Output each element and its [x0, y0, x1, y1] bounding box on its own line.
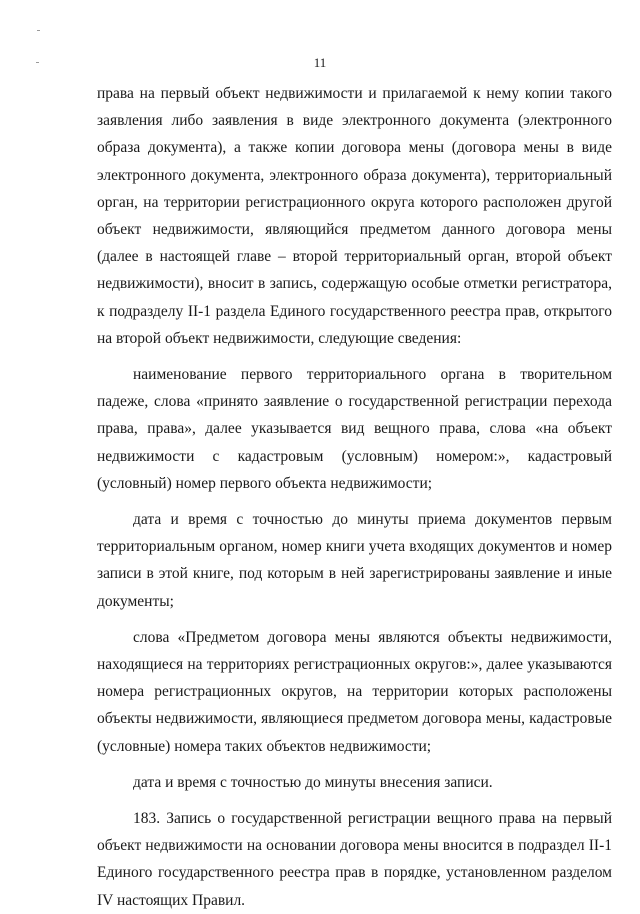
paragraph-list-item: наименование первого территориального органа в творительном падеже, слова «принято заявление о государственной регистрации перехода права, права», далее указывается вид вещного права, слова «на объект недвижимости с кадастровым (условным) номером:», кадастровый (условный) номер первого объекта недвижимости;: [97, 366, 612, 492]
document-body: [97, 80, 612, 914]
page-number: 11: [313, 55, 327, 70]
paragraph-clause-183: 183. Запись о государственной регистрации вещного права на первый объект недвижимости на основании договора мены вносится в подраздел II-1 Единого государственного реестра прав в порядке, установленном разделом IV настоящих Правил.: [97, 810, 612, 909]
paragraph-list-item: слова «Предметом договора мены являются объекты недвижимости, находящиеся на территориях регистрационных округов:», далее указываются номера регистрационных округов, на территории которых расположены объекты недвижимости, являющиеся предметом договора мены, кадастровые (условные) номера таких объектов недвижимости;: [97, 628, 612, 755]
paragraph-continuation: права на первый объект недвижимости и прилагаемой к нему копии такого заявления либо заявления в виде электронного документа (электронного образа документа), а также копии договора мены (договора мены в виде электронного документа, электронного образа документа), территориальный орган, на территории регистрационного округа которого расположен другой объект недвижимости, являющийся предметом данного договора мены (далее в настоящей главе – второй территориальный орган, второй объект недвижимости), вносит в запись, содержащую особые отметки регистратора, к подразделу II-1 раздела Единого государственного реестра прав, открытого на второй объект недвижимости, следующие сведения:: [97, 85, 612, 347]
scan-artifact-mark: [37, 30, 40, 31]
paragraph-list-item: дата и время с точностью до минуты внесения записи.: [133, 773, 493, 791]
paragraph-list-item: дата и время с точностью до минуты приема документов первым территориальным органом, номер книги учета входящих документов и номер записи в этой книге, под которым в ней зарегистрированы заявление и иные документы;: [97, 511, 612, 610]
